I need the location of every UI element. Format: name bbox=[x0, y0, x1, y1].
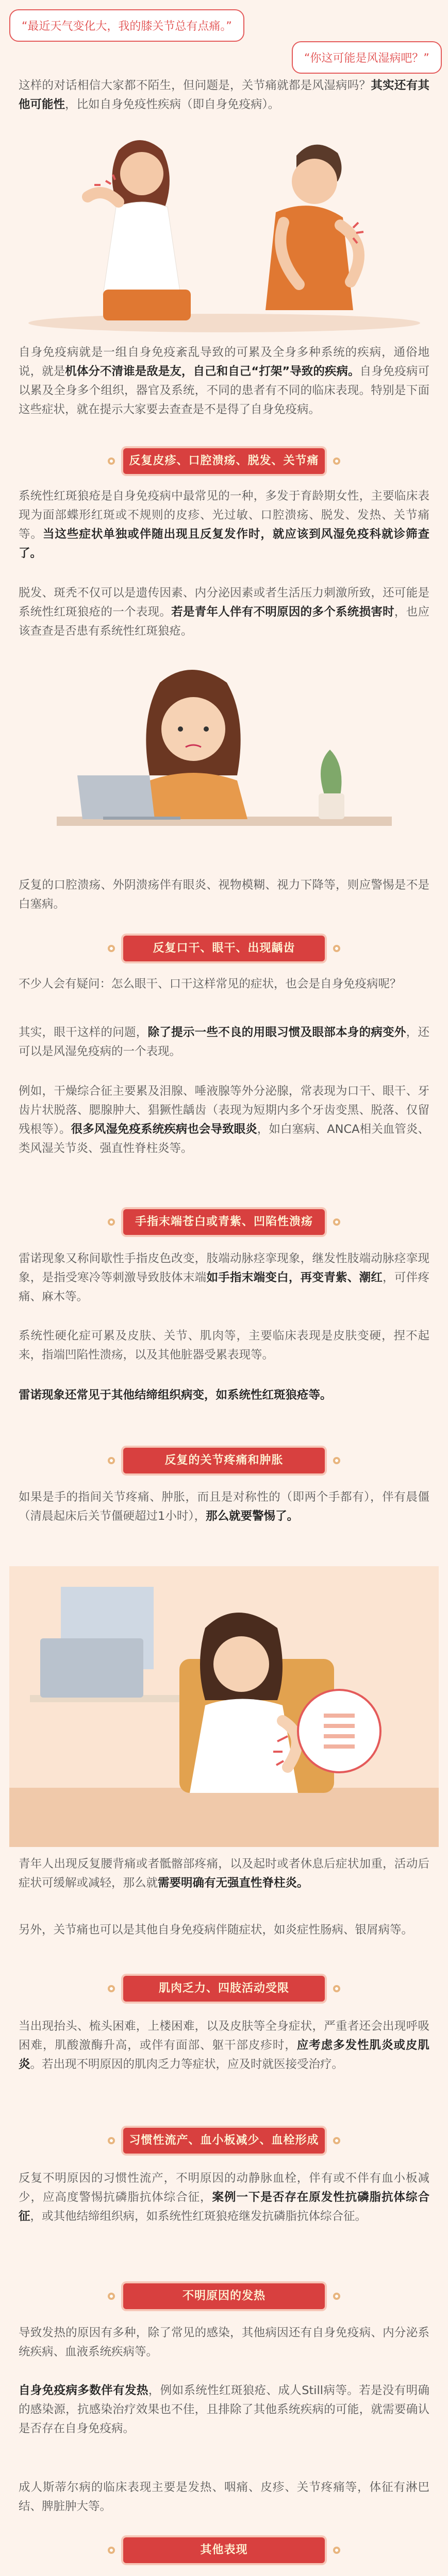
flower-icon bbox=[331, 455, 342, 467]
section-1-paragraph-2: 脱发、斑秃不仅可以是遗传因素、内分泌因素或者生活压力刺激所致，还可能是系统性红斑狼疮的一个表现。若是青年人伴有不明原因的多个系统损害时，也应该查查是否患有系统性红斑狼疮。 bbox=[19, 586, 429, 638]
section-title: 习惯性流产、血小板减少、血栓形成 bbox=[129, 2134, 319, 2147]
section-4-paragraph-3: 另外，关节痛也可以是其他自身免疫病伴随症状，如炎症性肠病、银屑病等。 bbox=[19, 1923, 413, 1937]
flower-icon bbox=[331, 1216, 342, 1228]
section-banner-4 bbox=[123, 1448, 325, 1473]
illustration-office-back-pain bbox=[9, 1566, 439, 1847]
intro-paragraph-2: 自身免疫病就是一组自身免疫紊乱导致的可累及全身多种系统的疾病，通俗地说，就是机体分不清谁是敌是友，自己和自己“打架”导致的疾病。自身免疫病可以累及全身多个组织，器官及系统，不同的患者有不同的临床表现。特别是下面这些症状，就在提示大家要去查查是不是得了自身免疫病。 bbox=[19, 346, 429, 416]
section-1-paragraph-3: 反复的口腔溃疡、外阴溃疡伴有眼炎、视物模糊、视力下降等，则应警惕是不是白塞病。 bbox=[19, 878, 429, 911]
section-title: 反复皮疹、口腔溃疡、脱发、关节痛 bbox=[129, 454, 319, 467]
section-4-paragraph-2: 青年人出现反复腰背痛或者骶髂部疼痛，以及起时或者休息后症状加重，活动后症状可缓解或减轻，那么就需要明确有无强直性脊柱炎。 bbox=[19, 1857, 429, 1890]
intro-paragraph-1: 这样的对话相信大家都不陌生，但问题是，关节痛就都是风湿病吗？其实还有其他可能性，比如自身免疫性疾病（即自身免疫病）。 bbox=[19, 79, 429, 111]
flower-icon bbox=[106, 455, 117, 467]
section-title: 不明原因的发热 bbox=[182, 2290, 266, 2302]
flower-icon bbox=[331, 1455, 342, 1466]
section-3-paragraph-3: 雷诺现象还常见于其他结缔组织病变，如系统性红斑狼疮等。 bbox=[19, 1388, 332, 1402]
illustration-woman-laptop bbox=[57, 662, 392, 868]
flower-icon bbox=[331, 943, 342, 954]
section-2-paragraph-1: 不少人会有疑问：怎么眼干、口干这样常见的症状，也会是自身免疫病呢？ bbox=[19, 977, 402, 991]
flower-icon bbox=[106, 1216, 117, 1228]
illustration-neck-back-pain bbox=[10, 120, 438, 336]
section-2-paragraph-3: 例如，干燥综合征主要累及泪腺、唾液腺等外分泌腺，常表现为口干、眼干、牙齿片状脱落、腮腺肿大、猖獗性龋齿（表现为短期内多个牙齿变黑、脱落、仅留残根等）。很多风湿免疫系统疾病也会导致眼炎，如白塞病、ANCA相关血管炎、类风湿关节炎、强直性脊柱炎等。 bbox=[19, 1084, 429, 1155]
section-2-paragraph-2: 其实，眼干这样的问题，除了提示一些不良的用眼习惯及眼部本身的病变外，还可以是风湿免疫病的一个表现。 bbox=[19, 1026, 429, 1058]
section-title: 肌肉乏力、四肢活动受限 bbox=[158, 1982, 289, 1995]
section-banner-5 bbox=[123, 1976, 325, 2002]
section-banner-2 bbox=[123, 936, 325, 961]
flower-icon bbox=[106, 1455, 117, 1466]
section-3-paragraph-2: 系统性硬化症可累及皮肤、关节、肌肉等，主要临床表现是皮肤变硬，捏不起来，指端凹陷性溃疡，以及其他脏器受累表现等。 bbox=[19, 1329, 429, 1362]
section-7-paragraph-3: 成人斯蒂尔病的临床表现主要是发热、咽痛、皮疹、关节疼痛等，体征有淋巴结、脾脏肿大等。 bbox=[19, 2481, 429, 2513]
section-title: 反复口干、眼干、出现龋齿 bbox=[153, 942, 295, 955]
flower-icon bbox=[106, 2291, 117, 2302]
flower-icon bbox=[106, 2545, 117, 2556]
section-banner-1 bbox=[123, 448, 325, 474]
section-title: 其他表现 bbox=[200, 2544, 248, 2556]
section-title: 手指末端苍白或青紫、凹陷性溃疡 bbox=[135, 1215, 313, 1228]
flower-icon bbox=[331, 2135, 342, 2146]
flower-icon bbox=[106, 943, 117, 954]
section-banner-7 bbox=[123, 2283, 325, 2309]
section-4-paragraph-1: 如果是手的指间关节疼痛、肿胀，而且是对称性的（即两个手都有），伴有晨僵（清晨起床后关节僵硬超过1小时），那么就要警惕了。 bbox=[19, 1490, 429, 1523]
section-banner-6 bbox=[123, 2128, 325, 2154]
section-banner-8 bbox=[123, 2537, 325, 2563]
section-banner-3 bbox=[123, 1209, 325, 1235]
flower-icon bbox=[331, 2545, 342, 2556]
flower-icon bbox=[331, 2291, 342, 2302]
section-3-paragraph-1: 雷诺现象又称间歇性手指皮色改变，肢端动脉痉挛现象，继发性肢端动脉痉挛现象，是指受寒冷等刺激导致肢体末端如手指末端变白，再变青紫、潮红，可伴疼痛、麻木等。 bbox=[19, 1252, 429, 1303]
section-7-paragraph-1: 导致发热的原因有多种，除了常见的感染，其他病因还有自身免疫病、内分泌系统疾病、血液系统疾病等。 bbox=[19, 2326, 429, 2359]
chat-bubble-right: “你这可能是风湿病吧？” bbox=[292, 41, 442, 74]
flower-icon bbox=[106, 1983, 117, 1994]
section-7-paragraph-2: 自身免疫病多数伴有发热，例如系统性红斑狼疮、成人Still病等。若是没有明确的感染源，抗感染治疗效果也不佳，且排除了其他系统疾病的可能，就需要确认是否存在自身免疫病。 bbox=[19, 2384, 429, 2435]
section-1-paragraph-1: 系统性红斑狼疮是自身免疫病中最常见的一种，多发于育龄期女性，主要临床表现为面部蝶形红斑或不规则的皮疹、光过敏、口腔溃疡、脱发、发热、关节痛等。当这些症状单独或伴随出现且反复发作时，就应该到风湿免疫科就诊筛查了。 bbox=[19, 489, 429, 560]
section-6-paragraph-1: 反复不明原因的习惯性流产，不明原因的动静脉血栓，伴有或不伴有血小板减少，应高度警惕抗磷脂抗体综合征，案例一下是否存在原发性抗磷脂抗体综合征，或其他结缔组织病，如系统性红斑狼疮继发抗磷脂抗体综合征。 bbox=[19, 2172, 429, 2223]
section-title: 反复的关节疼痛和肿胀 bbox=[164, 1454, 284, 1467]
flower-icon bbox=[331, 1983, 342, 1994]
chat-bubble-left: “最近天气变化大，我的膝关节总有点痛。” bbox=[9, 9, 244, 42]
section-5-paragraph-1: 当出现抬头、梳头困难，上楼困难，以及皮肤等全身症状，严重者还会出现呼吸困难，肌酸激酶升高，或伴有面部、躯干部皮疹时，应考虑多发性肌炎或皮肌炎。若出现不明原因的肌肉乏力等症状，应及时就医接受治疗。 bbox=[19, 2020, 429, 2071]
flower-icon bbox=[106, 2135, 117, 2146]
